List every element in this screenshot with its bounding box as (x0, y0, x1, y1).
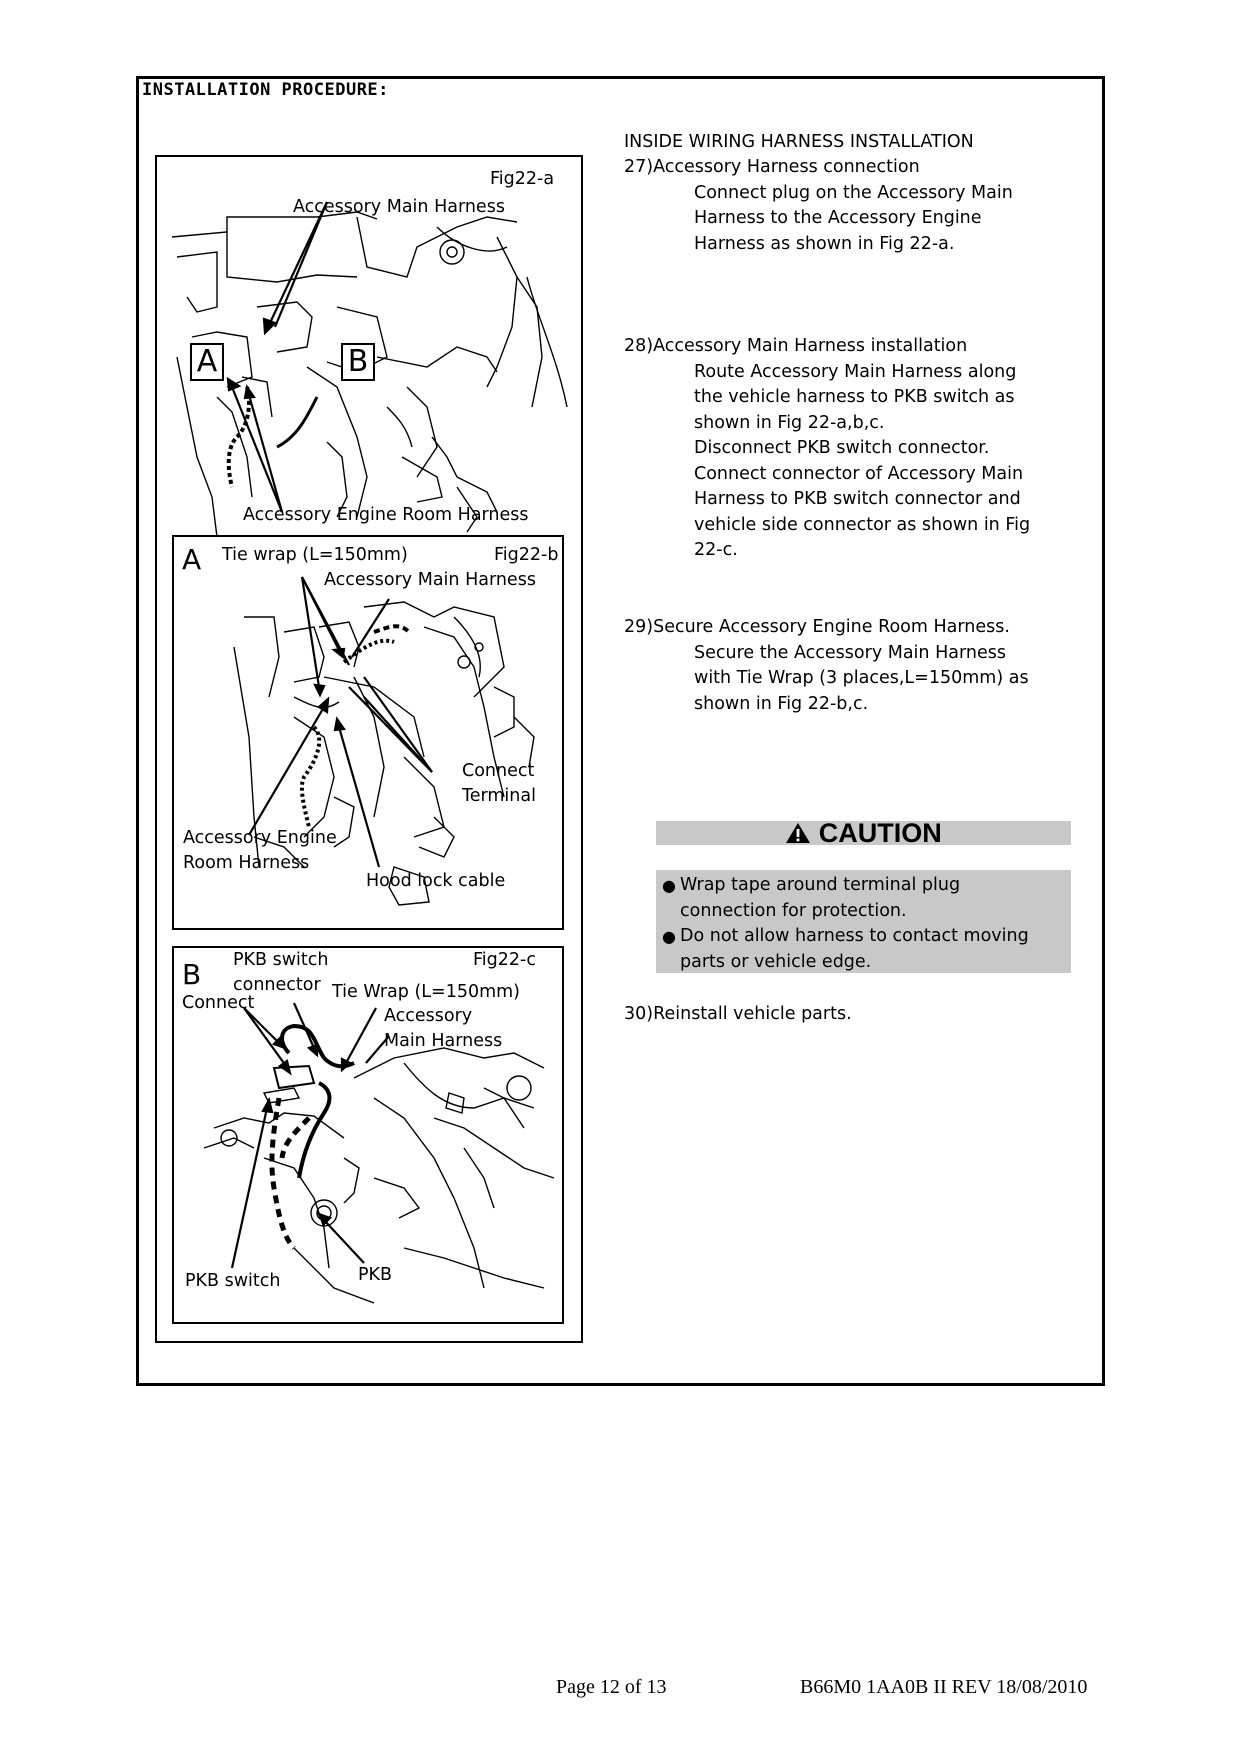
fig22b-engine-harness-line2: Room Harness (183, 853, 310, 873)
fig22c-tie-wrap-label: Tie Wrap (L=150mm) (332, 982, 521, 1002)
step-30: 30)Reinstall vehicle parts. (624, 1004, 852, 1024)
step-28-line: shown in Fig 22-a,b,c. (694, 412, 885, 433)
fig22c-connect-label: Connect (182, 993, 255, 1013)
step-27-heading: 27)Accessory Harness connection (624, 157, 920, 177)
fig22c-pkb-switch-label: PKB switch (185, 1271, 281, 1291)
caution-box (656, 870, 1071, 973)
step-27-line: Harness to the Accessory Engine (694, 208, 982, 228)
step-29-line: Secure the Accessory Main Harness (694, 642, 1006, 663)
fig22b-label: Fig22-b (494, 545, 559, 565)
step-29-line: with Tie Wrap (3 places,L=150mm) as (694, 668, 1029, 688)
fig22b-letter: A (182, 543, 202, 576)
fig22c-pkb-label: PKB (358, 1265, 393, 1285)
fig22b-hood-lock-label: Hood lock cable (366, 871, 506, 891)
step-28-line: Disconnect PKB switch connector. (694, 438, 990, 458)
fig22b-connect-label: Connect (462, 761, 535, 781)
bullet-icon: ● (662, 927, 676, 946)
fig22a-main-harness-label: Accessory Main Harness (293, 197, 505, 217)
fig22a-label: Fig22-a (490, 169, 555, 189)
fig22b-tie-wrap-label: Tie wrap (L=150mm) (222, 545, 408, 565)
step-28 (624, 334, 1030, 564)
fig22b-engine-harness-line1: Accessory Engine (183, 828, 337, 848)
fig22a-box-b: B (341, 343, 375, 381)
caution-title: CAUTION (818, 818, 942, 848)
fig22c-main-harness-line2: Main Harness (384, 1031, 503, 1051)
fig22c-letter: B (182, 958, 202, 991)
caution-banner (656, 818, 1071, 848)
step-28-line: Route Accessory Main Harness along (694, 361, 1017, 382)
page-title: INSTALLATION PROCEDURE: (142, 80, 389, 100)
step-28-line: the vehicle harness to PKB switch as (694, 387, 1015, 407)
section-title: INSIDE WIRING HARNESS INSTALLATION (624, 132, 974, 152)
step-28-heading: 28)Accessory Main Harness installation (624, 336, 968, 356)
step-28-line: 22-c. (694, 540, 738, 560)
figure-panel (155, 155, 583, 1343)
fig22a-engine-harness-label: Accessory Engine Room Harness (243, 505, 529, 525)
fig22c-pkb-connector-line2: connector (233, 975, 321, 995)
warning-icon (785, 822, 811, 844)
fig22c-pkb-connector-line1: PKB switch (233, 950, 329, 970)
step-28-line: vehicle side connector as shown in Fig (694, 514, 1031, 535)
step-29-heading: 29)Secure Accessory Engine Room Harness. (624, 617, 1010, 637)
step-27 (624, 155, 1013, 257)
fig22a-box-a: A (190, 343, 224, 381)
caution-item: ● Wrap tape around terminal plug connection for protection. (662, 875, 961, 921)
step-28-line: Connect connector of Accessory Main (694, 463, 1024, 484)
fig22b-main-harness-label: Accessory Main Harness (324, 570, 536, 590)
step-28-line: Harness to PKB switch connector and (694, 489, 1021, 509)
figure-22b (172, 535, 564, 930)
fig22c-main-harness-line1: Accessory (384, 1006, 473, 1026)
fig22b-terminal-label: Terminal (462, 786, 536, 806)
bullet-icon: ● (662, 876, 676, 895)
fig22c-label: Fig22-c (473, 950, 536, 970)
step-27-line: Harness as shown in Fig 22-a. (694, 233, 955, 254)
page-number: Page 12 of 13 (556, 1676, 667, 1698)
caution-item: ● Do not allow harness to contact moving parts or vehicle edge. (662, 926, 1029, 972)
figure-22c (172, 946, 564, 1324)
step-27-line: Connect plug on the Accessory Main (694, 182, 1013, 203)
document-reference: B66M0 1AA0B II REV 18/08/2010 (800, 1676, 1088, 1698)
step-29 (624, 615, 1029, 717)
step-29-line: shown in Fig 22-b,c. (694, 693, 869, 714)
